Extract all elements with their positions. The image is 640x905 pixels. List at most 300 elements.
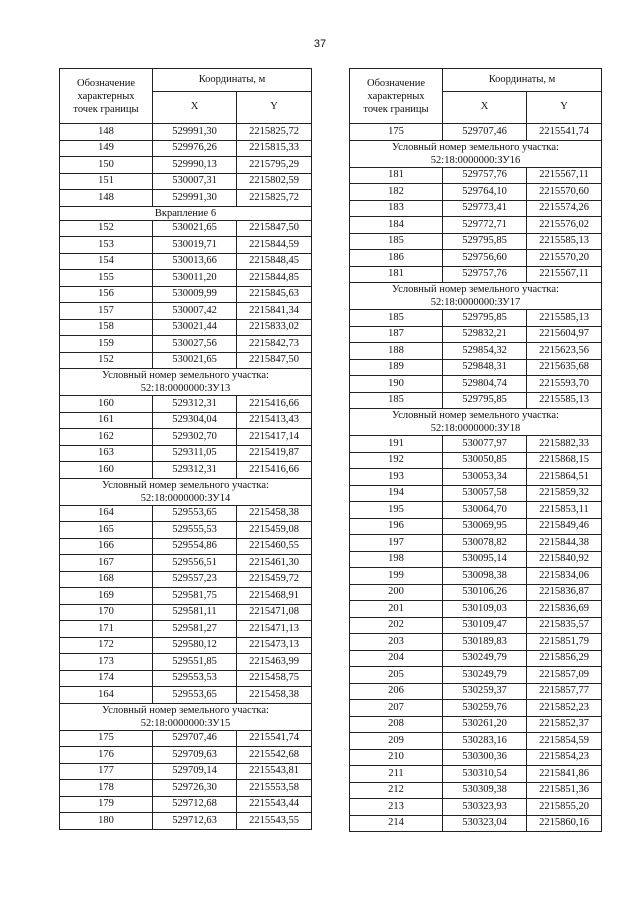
point-number-cell: 185 [350, 233, 443, 250]
y-coordinate-cell: 2215471,13 [237, 621, 312, 638]
group-label [60, 369, 312, 396]
point-header-line: точек границы [363, 103, 429, 115]
group-label-line: 52:18:0000000:ЗУ14 [140, 492, 231, 504]
y-coordinate-cell: 2215542,68 [237, 747, 312, 764]
group-label-line: Условный номер земельного участка: [102, 479, 269, 491]
x-coordinate-cell: 529581,75 [153, 588, 237, 605]
point-number-cell: 175 [60, 730, 153, 747]
table-row [350, 326, 602, 343]
point-number-cell: 194 [350, 485, 443, 502]
point-number-cell: 149 [60, 140, 153, 157]
y-coordinate-cell: 2215882,33 [527, 436, 602, 453]
group-label-line: Условный номер земельного участка: [392, 141, 559, 153]
y-coordinate-cell: 2215847,50 [237, 220, 312, 237]
table-row [60, 604, 312, 621]
y-coordinate-cell: 2215815,33 [237, 140, 312, 157]
table-row [350, 551, 602, 568]
y-coordinate-cell: 2215853,11 [527, 502, 602, 519]
table-row [60, 190, 312, 207]
point-number-cell: 167 [60, 555, 153, 572]
table-row [350, 617, 602, 634]
group-label-line: Условный номер земельного участка: [392, 284, 559, 295]
x-coordinate-cell: 530300,36 [443, 749, 527, 766]
y-coordinate-cell: 2215458,75 [237, 670, 312, 687]
table-row [60, 730, 312, 747]
y-coordinate-cell: 2215836,87 [527, 584, 602, 601]
table-row [60, 303, 312, 320]
x-coordinate-cell: 530189,83 [443, 634, 527, 651]
x-coordinate-cell: 529773,41 [443, 200, 527, 217]
y-coordinate-cell: 2215833,02 [237, 319, 312, 336]
right-table-body [350, 124, 602, 832]
table-row [350, 634, 602, 651]
point-number-cell: 213 [350, 799, 443, 816]
point-number-cell: 174 [60, 670, 153, 687]
x-coordinate-cell: 530109,47 [443, 617, 527, 634]
y-coordinate-cell: 2215541,74 [527, 124, 602, 141]
y-coordinate-cell: 2215413,43 [237, 412, 312, 429]
x-coordinate-cell: 530021,65 [153, 220, 237, 237]
x-coordinate-cell: 529757,76 [443, 167, 527, 184]
y-coordinate-cell: 2215543,44 [237, 796, 312, 813]
y-coordinate-cell: 2215570,60 [527, 184, 602, 201]
point-number-cell: 169 [60, 588, 153, 605]
coordinates-table-right [349, 68, 602, 832]
x-coordinate-cell: 530021,65 [153, 352, 237, 369]
table-row [350, 733, 602, 750]
x-coordinate-cell: 530323,04 [443, 815, 527, 832]
group-label-line: 52:18:0000000:ЗУ13 [140, 383, 231, 394]
point-number-cell: 189 [350, 359, 443, 376]
table-row [60, 396, 312, 413]
x-coordinate-cell: 529757,76 [443, 266, 527, 283]
point-number-cell: 160 [60, 462, 153, 479]
table-row [60, 637, 312, 654]
point-number-cell: 210 [350, 749, 443, 766]
y-coordinate-cell: 2215463,99 [237, 654, 312, 671]
table-row [350, 535, 602, 552]
x-coordinate-cell: 530077,97 [443, 436, 527, 453]
point-number-cell: 205 [350, 667, 443, 684]
x-coordinate-cell: 530007,42 [153, 303, 237, 320]
table-row [60, 445, 312, 462]
x-coordinate-cell: 530283,16 [443, 733, 527, 750]
group-header-row [350, 409, 602, 436]
x-coordinate-cell: 529553,53 [153, 670, 237, 687]
point-header-line: точек границы [73, 103, 139, 115]
table-row [60, 796, 312, 813]
x-coordinate-cell: 529580,12 [153, 637, 237, 654]
table-row [60, 140, 312, 157]
point-number-cell: 207 [350, 700, 443, 717]
table-row [350, 359, 602, 376]
y-coordinate-cell: 2215635,68 [527, 359, 602, 376]
y-coordinate-cell: 2215848,45 [237, 253, 312, 270]
y-coordinate-cell: 2215851,79 [527, 634, 602, 651]
table-row [350, 518, 602, 535]
y-coordinate-cell: 2215844,85 [237, 270, 312, 287]
table-row [350, 584, 602, 601]
y-coordinate-cell: 2215844,59 [237, 237, 312, 254]
page-number: 37 [313, 38, 327, 50]
table-row [60, 588, 312, 605]
x-coordinate-cell: 530019,71 [153, 237, 237, 254]
y-coordinate-cell: 2215825,72 [237, 190, 312, 207]
point-number-cell: 203 [350, 634, 443, 651]
x-header: X [443, 92, 527, 124]
x-coordinate-cell: 530009,99 [153, 286, 237, 303]
point-number-cell: 190 [350, 376, 443, 393]
point-number-cell: 193 [350, 469, 443, 486]
x-coordinate-cell: 530261,20 [443, 716, 527, 733]
y-coordinate-cell: 2215802,59 [237, 173, 312, 190]
point-number-cell: 208 [350, 716, 443, 733]
point-number-cell: 159 [60, 336, 153, 353]
point-number-cell: 211 [350, 766, 443, 783]
table-row [350, 700, 602, 717]
y-coordinate-cell: 2215847,50 [237, 352, 312, 369]
y-coordinate-cell: 2215840,92 [527, 551, 602, 568]
group-label-line: Условный номер земельного участка: [102, 704, 269, 716]
point-number-cell: 185 [350, 310, 443, 327]
y-coordinate-cell: 2215576,02 [527, 217, 602, 234]
y-coordinate-cell: 2215567,11 [527, 167, 602, 184]
table-row [60, 654, 312, 671]
y-coordinate-cell: 2215461,30 [237, 555, 312, 572]
table-row [60, 747, 312, 764]
point-number-cell: 176 [60, 747, 153, 764]
table-row [350, 392, 602, 409]
table-row [60, 813, 312, 830]
y-coordinate-cell: 2215585,13 [527, 310, 602, 327]
point-number-cell: 152 [60, 220, 153, 237]
y-coordinate-cell: 2215585,13 [527, 233, 602, 250]
table-row [350, 601, 602, 618]
point-number-cell: 154 [60, 253, 153, 270]
y-coordinate-cell: 2215845,63 [237, 286, 312, 303]
point-number-cell: 178 [60, 780, 153, 797]
left-table-body [60, 124, 312, 830]
x-coordinate-cell: 529848,31 [443, 359, 527, 376]
table-row [60, 780, 312, 797]
point-header-line: Обозначение [76, 77, 136, 89]
point-number-cell: 179 [60, 796, 153, 813]
point-number-cell: 184 [350, 217, 443, 234]
group-label-line: 52:18:0000000:ЗУ15 [140, 717, 231, 729]
x-coordinate-cell: 529795,85 [443, 392, 527, 409]
point-number-cell: 201 [350, 601, 443, 618]
x-coordinate-cell: 529795,85 [443, 233, 527, 250]
point-number-cell: 197 [350, 535, 443, 552]
x-coordinate-cell: 529581,11 [153, 604, 237, 621]
group-label-line: Условный номер земельного участка: [392, 410, 559, 421]
x-coordinate-cell: 530057,58 [443, 485, 527, 502]
y-coordinate-cell: 2215856,29 [527, 650, 602, 667]
y-coordinate-cell: 2215468,91 [237, 588, 312, 605]
x-coordinate-cell: 530310,54 [443, 766, 527, 783]
point-number-cell: 160 [60, 396, 153, 413]
point-number-cell: 187 [350, 326, 443, 343]
point-number-cell: 148 [60, 190, 153, 207]
x-coordinate-cell: 530249,79 [443, 650, 527, 667]
group-label-line: 52:18:0000000:ЗУ17 [430, 297, 521, 308]
table-row [350, 667, 602, 684]
group-label [350, 283, 602, 310]
table-row [350, 310, 602, 327]
x-coordinate-cell: 530050,85 [443, 452, 527, 469]
group-label [60, 478, 312, 505]
table-row [350, 815, 602, 832]
y-coordinate-cell: 2215570,20 [527, 250, 602, 267]
x-coordinate-cell: 529556,51 [153, 555, 237, 572]
x-coordinate-cell: 529553,65 [153, 505, 237, 522]
table-row [350, 217, 602, 234]
point-number-cell: 199 [350, 568, 443, 585]
table-row [60, 555, 312, 572]
x-coordinate-cell: 530007,31 [153, 173, 237, 190]
group-header-row [350, 283, 602, 310]
x-coordinate-cell: 529991,30 [153, 124, 237, 141]
group-header-row [60, 206, 312, 220]
x-coordinate-cell: 530013,66 [153, 253, 237, 270]
x-coordinate-cell: 529709,14 [153, 763, 237, 780]
y-coordinate-cell: 2215868,15 [527, 452, 602, 469]
x-coordinate-cell: 529709,63 [153, 747, 237, 764]
point-number-cell: 192 [350, 452, 443, 469]
point-number-cell: 162 [60, 429, 153, 446]
y-coordinate-cell: 2215593,70 [527, 376, 602, 393]
point-number-cell: 181 [350, 266, 443, 283]
y-coordinate-cell: 2215604,97 [527, 326, 602, 343]
y-coordinate-cell: 2215473,13 [237, 637, 312, 654]
table-row [60, 429, 312, 446]
y-coordinate-cell: 2215458,38 [237, 687, 312, 704]
x-coordinate-cell: 530064,70 [443, 502, 527, 519]
table-row [350, 436, 602, 453]
table-row [350, 485, 602, 502]
table-row [60, 505, 312, 522]
table-row [350, 502, 602, 519]
table-row [60, 220, 312, 237]
point-number-cell: 158 [60, 319, 153, 336]
table-row [350, 716, 602, 733]
point-number-cell: 181 [350, 167, 443, 184]
point-number-cell: 195 [350, 502, 443, 519]
point-header-line: Обозначение [366, 77, 426, 89]
y-coordinate-cell: 2215841,86 [527, 766, 602, 783]
x-coordinate-cell: 529304,04 [153, 412, 237, 429]
x-coordinate-cell: 530109,03 [443, 601, 527, 618]
x-coordinate-cell: 530027,56 [153, 336, 237, 353]
x-coordinate-cell: 529772,71 [443, 217, 527, 234]
x-coordinate-cell: 529756,60 [443, 250, 527, 267]
table-row [350, 233, 602, 250]
x-coordinate-cell: 529726,30 [153, 780, 237, 797]
point-number-cell: 148 [60, 124, 153, 141]
y-coordinate-cell: 2215623,56 [527, 343, 602, 360]
table-row [350, 184, 602, 201]
y-coordinate-cell: 2215836,69 [527, 601, 602, 618]
table-row [60, 763, 312, 780]
y-coordinate-cell: 2215416,66 [237, 462, 312, 479]
y-coordinate-cell: 2215825,72 [237, 124, 312, 141]
y-header: Y [237, 92, 312, 124]
group-label [60, 703, 312, 730]
table-row [60, 157, 312, 174]
y-coordinate-cell: 2215585,13 [527, 392, 602, 409]
point-number-cell: 188 [350, 343, 443, 360]
y-coordinate-cell: 2215543,81 [237, 763, 312, 780]
y-coordinate-cell: 2215416,66 [237, 396, 312, 413]
point-number-cell: 204 [350, 650, 443, 667]
x-coordinate-cell: 530323,93 [443, 799, 527, 816]
point-number-cell: 155 [60, 270, 153, 287]
y-coordinate-cell: 2215417,14 [237, 429, 312, 446]
x-coordinate-cell: 529302,70 [153, 429, 237, 446]
x-coordinate-cell: 530259,37 [443, 683, 527, 700]
x-coordinate-cell: 530078,82 [443, 535, 527, 552]
point-column-header [350, 69, 443, 124]
x-coordinate-cell: 530106,26 [443, 584, 527, 601]
group-header-row [60, 478, 312, 505]
y-coordinate-cell: 2215419,87 [237, 445, 312, 462]
point-number-cell: 172 [60, 637, 153, 654]
y-coordinate-cell: 2215857,09 [527, 667, 602, 684]
y-coordinate-cell: 2215543,55 [237, 813, 312, 830]
point-header-line: характерных [367, 90, 425, 102]
coordinates-table-left [59, 68, 312, 830]
y-coordinate-cell: 2215553,58 [237, 780, 312, 797]
x-coordinate-cell: 529707,46 [153, 730, 237, 747]
table-row [60, 462, 312, 479]
x-coordinate-cell: 530249,79 [443, 667, 527, 684]
x-coordinate-cell: 529795,85 [443, 310, 527, 327]
x-coordinate-cell: 529854,32 [443, 343, 527, 360]
point-number-cell: 202 [350, 617, 443, 634]
x-coordinate-cell: 529712,63 [153, 813, 237, 830]
group-label [350, 409, 602, 436]
table-row [350, 250, 602, 267]
y-coordinate-cell: 2215855,20 [527, 799, 602, 816]
table-row [350, 266, 602, 283]
x-coordinate-cell: 529311,05 [153, 445, 237, 462]
table-row [60, 670, 312, 687]
x-coordinate-cell: 529764,10 [443, 184, 527, 201]
table-row [60, 571, 312, 588]
x-coordinate-cell: 529707,46 [443, 124, 527, 141]
y-coordinate-cell: 2215842,73 [237, 336, 312, 353]
y-coordinate-cell: 2215795,29 [237, 157, 312, 174]
y-coordinate-cell: 2215860,16 [527, 815, 602, 832]
table-row [60, 319, 312, 336]
table-row [350, 568, 602, 585]
point-header-line: характерных [77, 90, 135, 102]
x-coordinate-cell: 529555,53 [153, 522, 237, 539]
point-number-cell: 165 [60, 522, 153, 539]
group-label-line: Условный номер земельного участка: [102, 370, 269, 381]
group-header-row [60, 703, 312, 730]
point-number-cell: 171 [60, 621, 153, 638]
x-coordinate-cell: 529553,65 [153, 687, 237, 704]
group-label-line: 52:18:0000000:ЗУ16 [430, 154, 521, 166]
point-number-cell: 206 [350, 683, 443, 700]
table-row [60, 352, 312, 369]
table-row [350, 167, 602, 184]
table-row [350, 650, 602, 667]
point-number-cell: 182 [350, 184, 443, 201]
table-row [60, 621, 312, 638]
y-coordinate-cell: 2215857,77 [527, 683, 602, 700]
point-number-cell: 151 [60, 173, 153, 190]
point-number-cell: 166 [60, 538, 153, 555]
x-coordinate-cell: 530309,38 [443, 782, 527, 799]
y-coordinate-cell: 2215460,55 [237, 538, 312, 555]
y-coordinate-cell: 2215835,57 [527, 617, 602, 634]
y-coordinate-cell: 2215574,26 [527, 200, 602, 217]
y-coordinate-cell: 2215844,38 [527, 535, 602, 552]
table-row [350, 766, 602, 783]
point-number-cell: 212 [350, 782, 443, 799]
group-header-row [350, 140, 602, 167]
point-number-cell: 152 [60, 352, 153, 369]
y-coordinate-cell: 2215852,23 [527, 700, 602, 717]
point-number-cell: 156 [60, 286, 153, 303]
point-number-cell: 153 [60, 237, 153, 254]
table-row [350, 799, 602, 816]
y-coordinate-cell: 2215854,23 [527, 749, 602, 766]
point-number-cell: 180 [60, 813, 153, 830]
y-coordinate-cell: 2215834,06 [527, 568, 602, 585]
table-row [350, 782, 602, 799]
x-coordinate-cell: 529804,74 [443, 376, 527, 393]
point-number-cell: 209 [350, 733, 443, 750]
x-coordinate-cell: 529554,86 [153, 538, 237, 555]
point-number-cell: 173 [60, 654, 153, 671]
point-number-cell: 200 [350, 584, 443, 601]
point-number-cell: 198 [350, 551, 443, 568]
group-label [60, 206, 312, 220]
group-header-row [60, 369, 312, 396]
table-row [60, 270, 312, 287]
x-header: X [153, 92, 237, 124]
table-row [350, 469, 602, 486]
point-number-cell: 185 [350, 392, 443, 409]
table-row [60, 687, 312, 704]
point-number-cell: 183 [350, 200, 443, 217]
x-coordinate-cell: 529991,30 [153, 190, 237, 207]
point-number-cell: 177 [60, 763, 153, 780]
point-number-cell: 164 [60, 505, 153, 522]
table-row [350, 376, 602, 393]
table-row [60, 336, 312, 353]
x-coordinate-cell: 529976,26 [153, 140, 237, 157]
point-number-cell: 170 [60, 604, 153, 621]
table-row [60, 412, 312, 429]
table-row [60, 538, 312, 555]
group-label-line: 52:18:0000000:ЗУ18 [430, 423, 521, 434]
group-label [350, 140, 602, 167]
y-coordinate-cell: 2215851,36 [527, 782, 602, 799]
y-coordinate-cell: 2215541,74 [237, 730, 312, 747]
y-coordinate-cell: 2215864,51 [527, 469, 602, 486]
x-coordinate-cell: 530021,44 [153, 319, 237, 336]
y-coordinate-cell: 2215459,72 [237, 571, 312, 588]
point-number-cell: 175 [350, 124, 443, 141]
table-row [60, 237, 312, 254]
point-number-cell: 163 [60, 445, 153, 462]
x-coordinate-cell: 529712,68 [153, 796, 237, 813]
x-coordinate-cell: 529312,31 [153, 396, 237, 413]
